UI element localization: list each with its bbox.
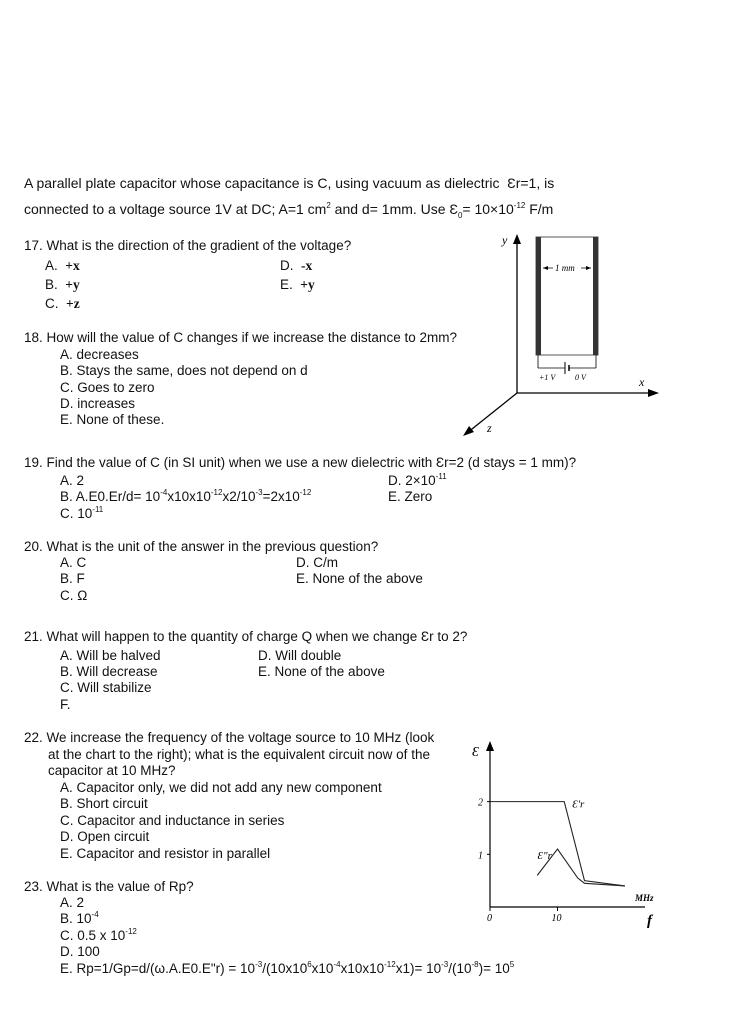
q23-e-part5: x1)= 10 xyxy=(395,961,442,976)
q17-option-a[interactable] xyxy=(45,258,80,274)
q18-option-a[interactable]: A. decreases xyxy=(60,347,139,362)
q17-d-value: -x xyxy=(301,258,313,273)
q17-option-b[interactable] xyxy=(45,277,80,293)
q23-e-part1: E. Rp=1/Gp=d/(ω.A.E0.E"r) = 10 xyxy=(60,961,256,976)
q23-e-exp3: -4 xyxy=(333,960,341,969)
q23-option-b[interactable] xyxy=(60,911,99,926)
q23-question: 23. What is the value of Rp? xyxy=(24,879,194,894)
q23-option-e[interactable] xyxy=(60,961,514,976)
q21-question: 21. What will happen to the quantity of charge Q when we change Ɛr to 2? xyxy=(24,629,468,644)
q18-option-d[interactable]: D. increases xyxy=(60,396,136,411)
y-axis-arrow xyxy=(513,234,521,244)
q19-d-text: D. 2×10 xyxy=(388,473,436,488)
q18-option-b[interactable]: B. Stays the same, does not depend on d xyxy=(60,363,308,378)
gap-label: 1 mm xyxy=(555,263,575,273)
chart-y-arrow xyxy=(486,741,494,751)
q23-e-exp1: -3 xyxy=(255,960,263,969)
q19-b-exp1: -4 xyxy=(160,488,168,497)
x-tick-label-0: 10 xyxy=(551,913,562,924)
q20-option-d[interactable]: D. C/m xyxy=(296,555,338,570)
q21-option-d[interactable]: D. Will double xyxy=(258,648,342,663)
q19-b-exp3: -3 xyxy=(255,488,263,497)
q20-question: 20. What is the unit of the answer in the previous question? xyxy=(24,539,379,554)
q23-e-exp5: -3 xyxy=(441,960,449,969)
chart-marks xyxy=(478,798,625,924)
intro-eps0-sub: 0 xyxy=(457,210,463,220)
q23-e-part2: /(10x10 xyxy=(262,961,308,976)
q19-option-c[interactable] xyxy=(60,506,103,521)
q23-e-part4: x10x10 xyxy=(340,961,385,976)
intro-text-2a: connected to a voltage source 1V at DC; A=1 cm xyxy=(24,201,327,217)
q22-option-a[interactable]: A. Capacitor only, we did not add any new component xyxy=(60,780,382,795)
q17-b-label: B. xyxy=(45,277,58,292)
q19-option-b[interactable] xyxy=(60,489,311,504)
q19-c-exp: -11 xyxy=(92,505,104,514)
q22-question-line-2: at the chart to the right); what is the equivalent circuit now of the xyxy=(48,747,430,762)
q18-question: 18. How will the value of C changes if we increase the distance to 2mm? xyxy=(24,330,457,345)
x-axis-label: x xyxy=(639,375,645,389)
intro-er: Ɛr=1, is xyxy=(507,175,555,191)
z-axis-label: z xyxy=(487,421,492,435)
q17-c-value: +z xyxy=(66,296,80,311)
q23-e-exp7: 5 xyxy=(509,960,515,969)
intro-text-2d: F/m xyxy=(525,201,554,217)
q22-option-c[interactable]: C. Capacitor and inductance in series xyxy=(60,813,285,828)
capacitor-figure xyxy=(455,228,675,443)
q19-option-a[interactable]: A. 2 xyxy=(60,473,85,488)
chart-x-unit: MHz xyxy=(635,893,654,903)
q23-option-a[interactable]: A. 2 xyxy=(60,895,85,910)
q23-e-part7: )= 10 xyxy=(478,961,510,976)
q18-option-e[interactable]: E. None of these. xyxy=(60,412,165,427)
q22-option-d[interactable]: D. Open circuit xyxy=(60,829,150,844)
q17-option-d[interactable] xyxy=(280,258,312,274)
q17-b-value: +y xyxy=(65,277,80,292)
q20-option-c[interactable]: C. Ω xyxy=(60,588,88,603)
q23-b-exp: -4 xyxy=(91,910,99,919)
right-plate xyxy=(593,237,598,355)
y-axis-label: y xyxy=(502,233,508,247)
q23-e-part6: /(10 xyxy=(448,961,472,976)
q17-c-label: C. xyxy=(45,296,59,311)
q21-option-f[interactable]: F. xyxy=(60,697,71,712)
q19-question: 19. Find the value of C (in SI unit) when we use a new dielectric with Ɛr=2 (d stays = 1 mm)? xyxy=(24,455,577,470)
q23-b-text: B. 10 xyxy=(60,911,92,926)
intro-exp: -12 xyxy=(513,201,526,210)
q22-question-line-1: 22. We increase the frequency of the voltage source to 10 MHz (look xyxy=(24,730,435,745)
left-plate-voltage: +1 V xyxy=(539,373,556,382)
q17-a-value: +x xyxy=(65,258,80,273)
q23-option-d[interactable]: D. 100 xyxy=(60,944,100,959)
chart-origin-label: 0 xyxy=(487,913,492,924)
series-label-0: Ɛ'r xyxy=(572,798,585,811)
q19-b-part3: x2/10 xyxy=(222,489,256,504)
y-tick-label-1: 2 xyxy=(478,797,483,809)
q23-e-exp4: -12 xyxy=(384,960,396,969)
q21-option-c[interactable]: C. Will stabilize xyxy=(60,680,152,695)
q17-d-label: D. xyxy=(280,258,294,273)
q17-option-e[interactable] xyxy=(280,277,315,293)
q23-option-c[interactable] xyxy=(60,928,137,943)
q18-option-c[interactable]: C. Goes to zero xyxy=(60,380,155,395)
q19-option-e[interactable]: E. Zero xyxy=(388,489,433,504)
q17-question: 17. What is the direction of the gradient of the voltage? xyxy=(24,238,352,253)
q20-option-e[interactable]: E. None of the above xyxy=(296,571,423,586)
z-axis-arrow xyxy=(463,426,474,436)
intro-line-1 xyxy=(24,175,554,191)
q20-option-b[interactable]: B. F xyxy=(60,571,85,586)
q19-b-part2: x10x10 xyxy=(167,489,211,504)
series-line-0 xyxy=(490,802,625,886)
z-axis xyxy=(467,393,517,433)
q23-c-exp: -12 xyxy=(125,927,137,936)
left-plate xyxy=(536,237,541,355)
q23-e-part3: x10 xyxy=(311,961,334,976)
q21-option-b[interactable]: B. Will decrease xyxy=(60,664,158,679)
chart-y-label: Ɛ xyxy=(472,745,479,760)
q19-c-text: C. 10 xyxy=(60,506,93,521)
q19-option-d[interactable] xyxy=(388,473,447,488)
chart-x-label: f xyxy=(647,913,652,929)
permittivity-chart xyxy=(470,735,670,935)
intro-line-2 xyxy=(24,201,553,220)
intro-text-2c: = 10×10 xyxy=(462,201,514,217)
q19-b-exp2: -12 xyxy=(210,488,223,497)
q19-b-part1: B. A.E0.Er/d= 10 xyxy=(60,489,161,504)
q17-e-label: E. xyxy=(280,277,293,292)
q23-c-text: C. 0.5 x 10 xyxy=(60,928,126,943)
intro-eps0: Ɛ xyxy=(449,201,458,217)
q19-b-part4: =2x10 xyxy=(262,489,300,504)
q21-option-a[interactable]: A. Will be halved xyxy=(60,648,161,663)
intro-text-1: A parallel plate capacitor whose capacitance is C, using vacuum as dielectric xyxy=(24,175,500,191)
q22-option-e[interactable]: E. Capacitor and resistor in parallel xyxy=(60,846,271,861)
q17-a-label: A. xyxy=(45,258,58,273)
x-axis-arrow xyxy=(648,389,659,397)
right-plate-voltage: 0 V xyxy=(575,373,586,382)
q22-option-b[interactable]: B. Short circuit xyxy=(60,796,148,811)
y-tick-label-0: 1 xyxy=(478,850,483,862)
q17-e-value: +y xyxy=(300,277,315,292)
q23-e-exp2: 6 xyxy=(307,960,312,969)
intro-sq: 2 xyxy=(326,201,331,210)
q22-question-line-3: capacitor at 10 MHz? xyxy=(48,763,176,778)
q19-b-exp4: -12 xyxy=(299,488,312,497)
series-label-1: Ɛ"r xyxy=(537,850,552,863)
q19-d-exp: -11 xyxy=(435,472,447,481)
q20-option-a[interactable]: A. C xyxy=(60,555,87,570)
dielectric-region xyxy=(536,237,598,355)
q21-option-e[interactable]: E. None of the above xyxy=(258,664,385,679)
q17-option-c[interactable] xyxy=(45,296,80,312)
intro-text-2b: and d= 1mm. Use xyxy=(330,201,450,217)
q23-e-exp6: -8 xyxy=(471,960,479,969)
